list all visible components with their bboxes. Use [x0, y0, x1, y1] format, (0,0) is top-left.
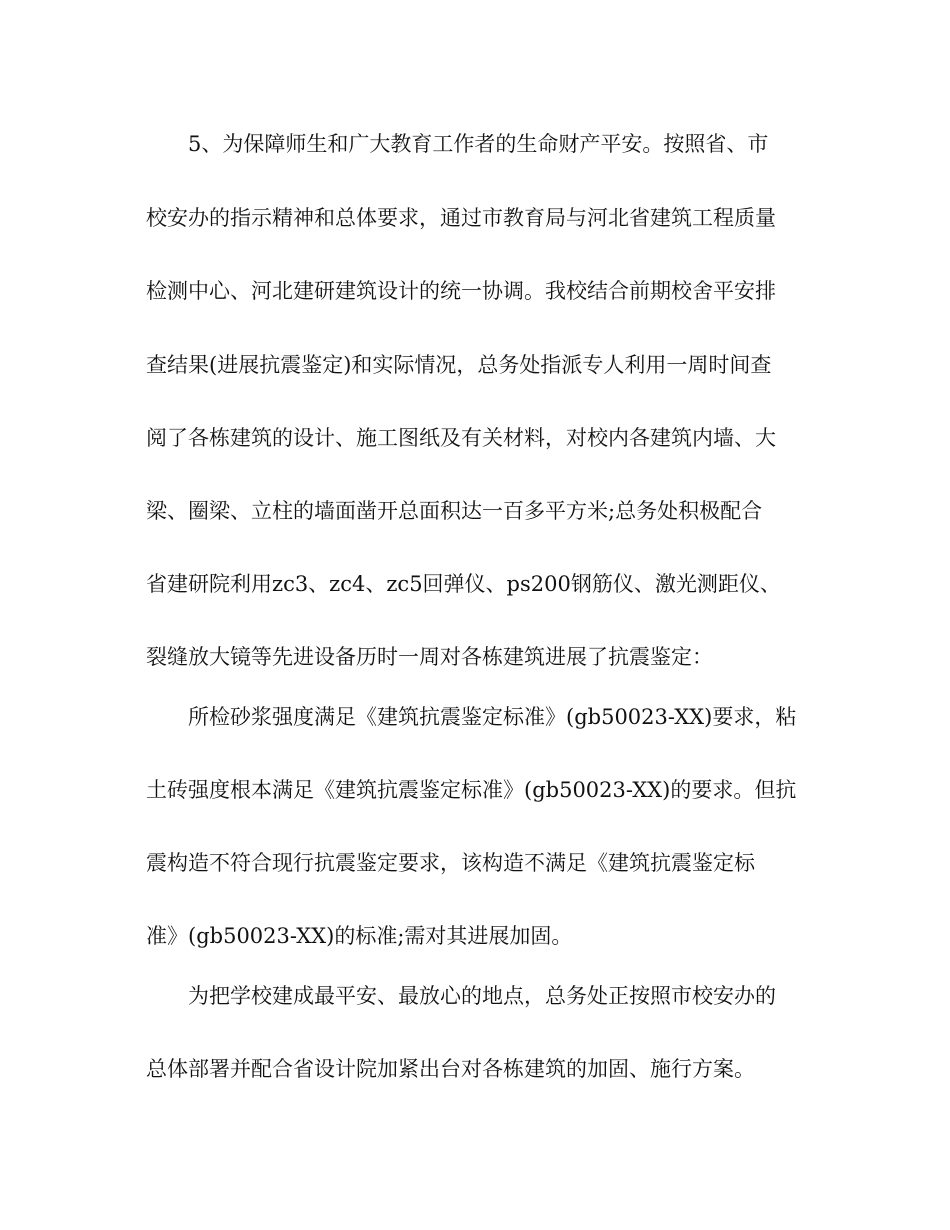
paragraph-2-line-2: 土砖强度根本满足《建筑抗震鉴定标准》(gb50023-XX)的要求。但抗 — [146, 778, 797, 802]
paragraph-1-line-6: 梁、圈梁、立柱的墙面凿开总面积达一百多平方米;总务处积极配合 — [146, 499, 763, 523]
paragraph-1-line-7: 省建研院利用zc3、zc4、zc5回弹仪、ps200钢筋仪、激光测距仪、 — [146, 572, 781, 596]
paragraph-1-line-4: 查结果(进展抗震鉴定)和实际情况，总务处指派专人利用一周时间查 — [146, 353, 772, 377]
paragraph-3-line-2: 总体部署并配合省设计院加紧出台对各栋建筑的加固、施行方案。 — [146, 1057, 755, 1081]
paragraph-1-line-3: 检测中心、河北建研建筑设计的统一协调。我校结合前期校舍平安排 — [146, 279, 776, 303]
paragraph-1-line-8: 裂缝放大镜等先进设备历时一周对各栋建筑进展了抗震鉴定： — [146, 645, 713, 669]
paragraph-2-line-3: 震构造不符合现行抗震鉴定要求，该构造不满足《建筑抗震鉴定标 — [146, 851, 755, 875]
paragraph-1-line-2: 校安办的指示精神和总体要求，通过市教育局与河北省建筑工程质量 — [146, 206, 776, 230]
paragraph-1-line-1: 5、为保障师生和广大教育工作者的生命财产平安。按照省、市 — [188, 132, 769, 156]
paragraph-1-line-5: 阅了各栋建筑的设计、施工图纸及有关材料，对校内各建筑内墙、大 — [146, 426, 776, 450]
paragraph-3-line-1: 为把学校建成最平安、最放心的地点，总务处正按照市校安办的 — [188, 984, 776, 1008]
paragraph-2-line-4: 准》(gb50023-XX)的标准;需对其进展加固。 — [146, 924, 573, 948]
paragraph-2-line-1: 所检砂浆强度满足《建筑抗震鉴定标准》(gb50023-XX)要求，粘 — [188, 705, 797, 729]
